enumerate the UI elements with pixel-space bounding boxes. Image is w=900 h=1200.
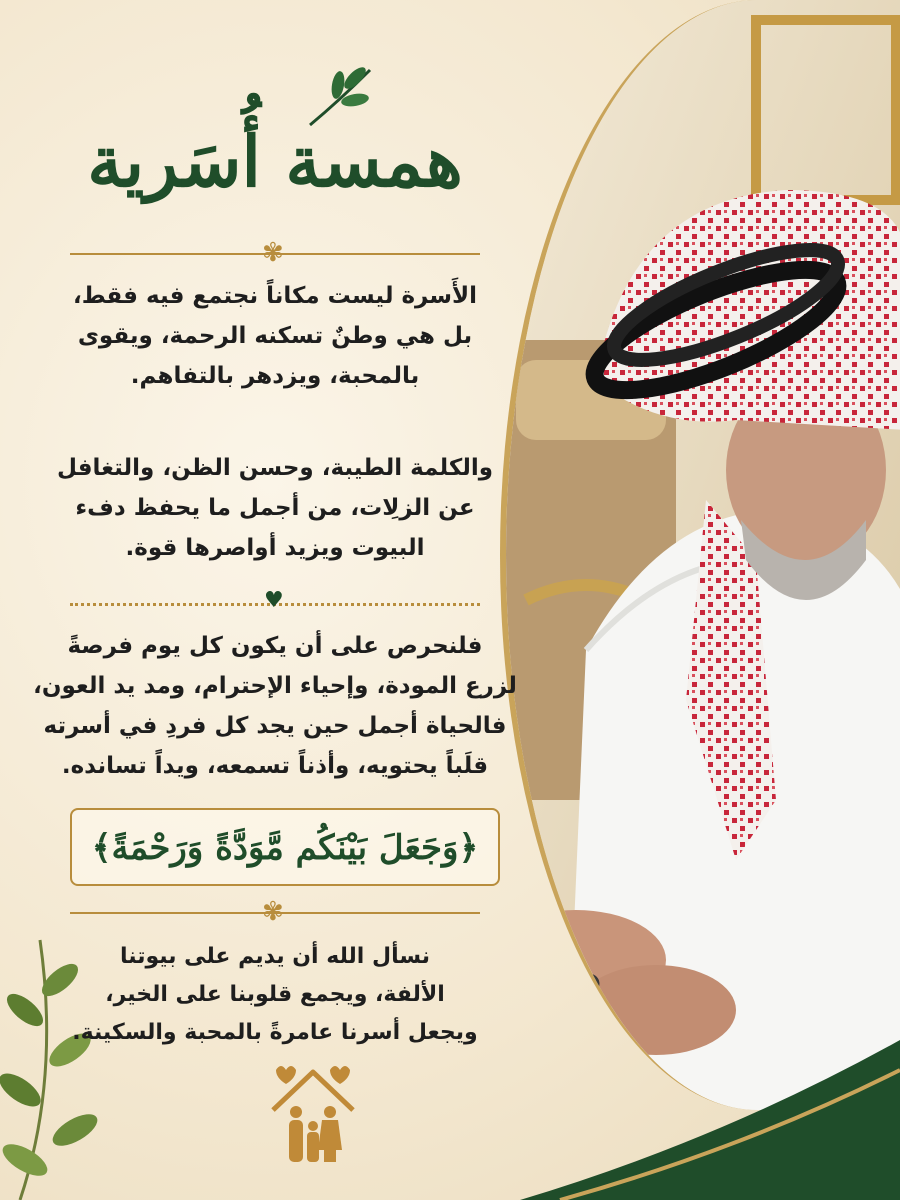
- page-title: همسة أُسَرية: [87, 120, 463, 203]
- paragraph-1: [30, 276, 520, 396]
- paragraph-3-line: لزرع المودة، وإحياء الإحترام، ومد يد العون،: [33, 673, 517, 699]
- paragraph-4: [30, 938, 520, 1052]
- paragraph-4-line: الألفة، ويجمع قلوبنا على الخير،: [105, 982, 445, 1007]
- paragraph-3-line: قلَباً يحتويه، وأذناً تسمعه، ويداً تسانده.: [61, 753, 489, 779]
- paragraph-1-line: بالمحبة، ويزدهر بالتفاهم.: [130, 363, 420, 389]
- paragraph-1-line: بل هي وطنٌ تسكنه الرحمة، ويقوى: [77, 323, 473, 349]
- photo-panel: [500, 0, 900, 1110]
- paragraph-4-line: ويجعل أسرنا عامرةً بالمحبة والسكينة.: [72, 1020, 478, 1045]
- quran-verse-box: [70, 808, 500, 886]
- paragraph-3-line: فلنحرص على أن يكون كل يوم فرصةً: [67, 633, 483, 659]
- paragraph-2-line: البيوت ويزيد أواصرها قوة.: [125, 535, 425, 561]
- paragraph-2-line: والكلمة الطيبة، وحسن الظن، والتغافل: [56, 455, 494, 481]
- paragraph-3-line: فالحياة أجمل حين يجد كل فردِ في أسرته: [43, 713, 507, 739]
- paragraph-3: [30, 626, 520, 786]
- quran-verse: ﴿وَجَعَلَ بَيْنَكُم مَّوَدَّةً وَرَحْمَةً﴾: [91, 827, 479, 868]
- paragraph-2-line: عن الزلِات، من أجمل ما يحفظ دفء: [75, 495, 475, 521]
- family-house-icon: [268, 1060, 358, 1170]
- paragraph-1-line: الأَسرة ليست مكاناً نجتمع فيه فقط،: [73, 283, 477, 309]
- heart-icon: ♥: [264, 588, 284, 613]
- flower-ornament-icon: ✾: [262, 897, 284, 927]
- paragraph-2: [30, 448, 520, 568]
- paragraph-4-line: نسأل الله أن يديم على بيوتنا: [119, 944, 431, 969]
- flower-ornament-icon: ✾: [262, 238, 284, 268]
- man-photo: [506, 0, 900, 1110]
